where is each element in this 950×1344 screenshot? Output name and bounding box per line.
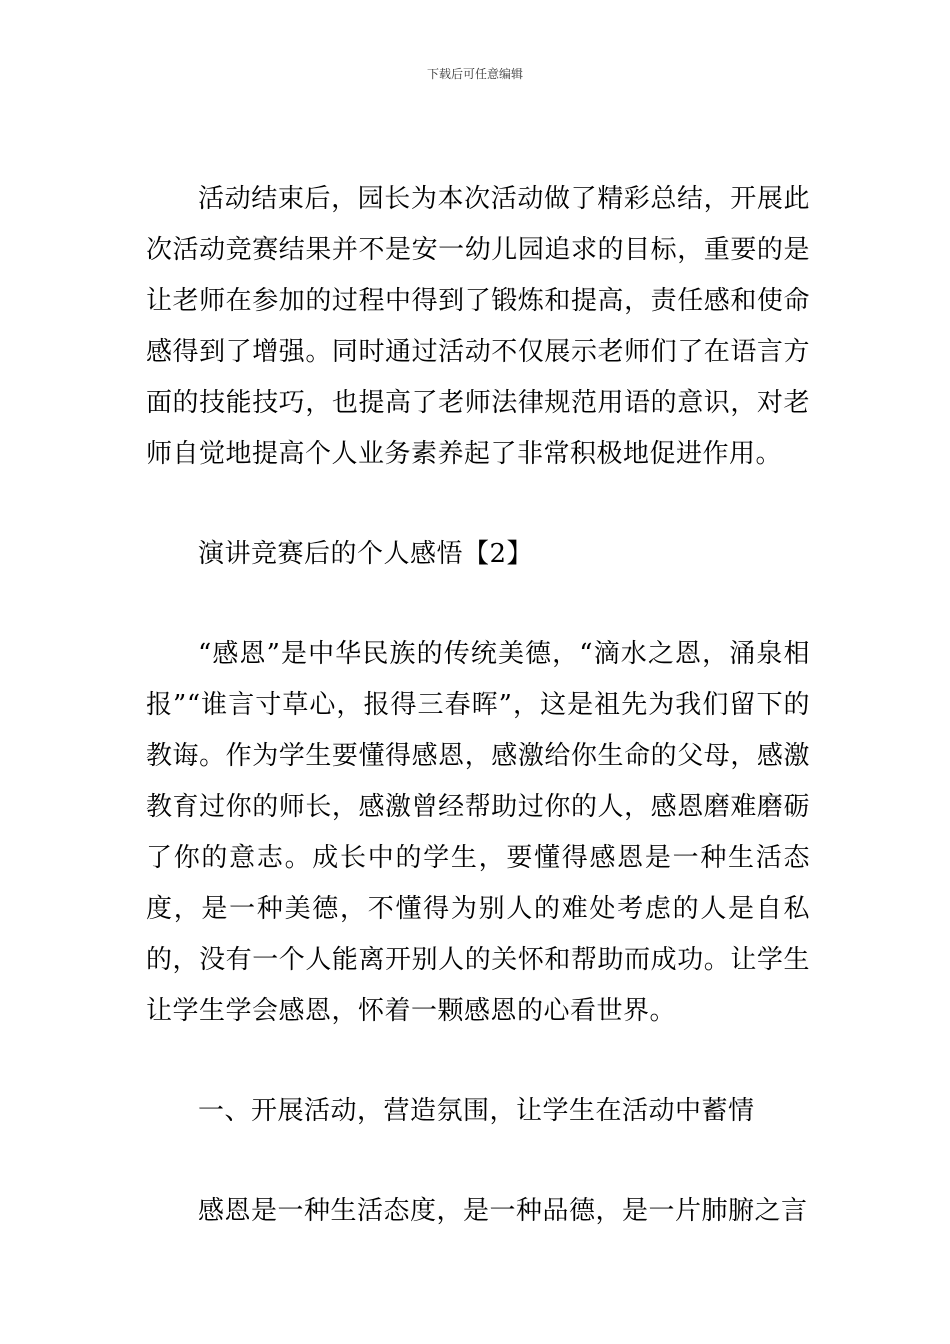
paragraph-spacer — [146, 480, 810, 529]
subheading-activities: 一、开展活动，营造氛围，让学生在活动中蓄情 — [198, 1096, 755, 1126]
paragraph-spacer — [146, 1137, 810, 1186]
section-heading-speech-reflection: 演讲竞赛后的个人感悟【2】 — [198, 539, 534, 569]
paragraph-gratitude: “感恩”是中华民族的传统美德，“滴水之恩，涌泉相报”“谁言寸草心，报得三春晖”，这是祖先为我们留下的教诲。作为学生要懂得感恩，感激给你生命的父母，感激教育过你的师长，感激曾经帮助过你的人，感恩磨难磨砺了你的意志。成长中的学生，要懂得感恩是一种生活态度，是一种美德，不懂得为别人的难处考虑的人是自私的，没有一个人能离开别人的关怀和帮助而成功。让学生让学生学会感恩，怀着一颗感恩的心看世界。 — [146, 639, 810, 1026]
paragraph-spacer — [146, 580, 810, 629]
document-body — [146, 174, 810, 1237]
paragraph-gratitude-attitude: 感恩是一种生活态度，是一种品德，是一片肺腑之言 — [198, 1196, 808, 1226]
page-header-note: 下载后可任意编辑 — [426, 67, 523, 81]
paragraph-activity-summary: 活动结束后，园长为本次活动做了精彩总结，开展此次活动竞赛结果并不是安一幼儿园追求的目标，重要的是让老师在参加的过程中得到了锻炼和提高，责任感和使命感得到了增强。同时通过活动不仅展示老师们了在语言方面的技能技巧，也提高了老师法律规范用语的意识，对老师自觉地提高个人业务素养起了非常积极地促进作用。 — [146, 184, 810, 469]
paragraph-spacer — [146, 1037, 810, 1086]
